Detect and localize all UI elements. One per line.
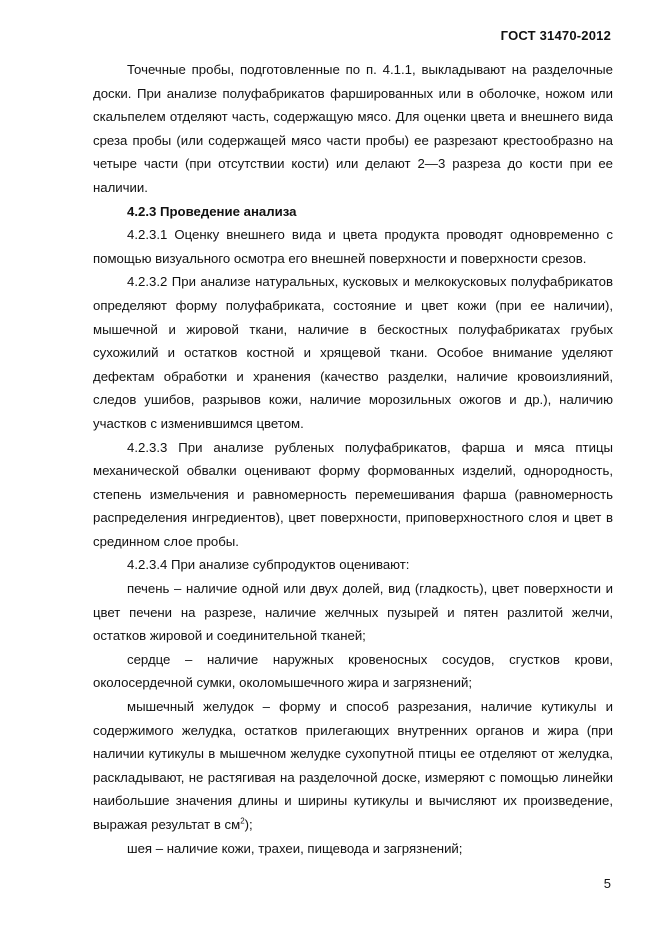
document-body (93, 58, 613, 860)
paragraph-neck: шея – наличие кожи, трахеи, пищевода и загрязнений; (127, 840, 463, 856)
gizzard-text: мышечный желудок – форму и способ разрезания, наличие кутикулы и содержимого желудка, остатков прилегающих внутренних органов и жира (при наличии кутикулы в мышечном желудке сухопутной птицы ее отделяют от желудка, раскладывают, не растягивая на разделочной доске, измеряют с помощью линейки наибольшие значения длины и ширины кутикулы и вычисляют их произведение, выражая результат в см (93, 699, 613, 832)
document-code-header: ГОСТ 31470-2012 (500, 28, 611, 43)
paragraph-4-2-3-3: 4.2.3.3 При анализе рубленых полуфабрикатов, фарша и мяса птицы механической обвалки оценивают форму формованных изделий, однородность, степень измельчения и равномерность перемешивания фарша (равномерность распределения ингредиентов), цвет поверхности, приповерхностного слоя и цвет в срединном слое пробы. (93, 439, 613, 549)
paragraph-4-2-3-2: 4.2.3.2 При анализе натуральных, кусковых и мелкокусковых полуфабрикатов определяют форму полуфабриката, состояние и цвет кожи (при ее наличии), мышечной и жировой ткани, наличие в бескостных полуфабрикатах грубых сухожилий и остатков костной и хрящевой ткани. Особое внимание уделяют дефектам обработки и хранения (качество разделки, наличие кровоизлияний, следов ушибов, разрывов кожи, наличие морозильных ожогов и др.), наличию участков с изменившимся цветом. (93, 274, 613, 431)
paragraph-gizzard (93, 695, 613, 837)
paragraph-4-2-3-1: 4.2.3.1 Оценку внешнего вида и цвета продукта проводят одновременно с помощью визуального осмотра его внешней поверхности и поверхности срезов. (93, 227, 613, 266)
page-number: 5 (603, 876, 611, 891)
paragraph-liver: печень – наличие одной или двух долей, вид (гладкость), цвет поверхности и цвет печени на разрезе, наличие желчных пузырей и пятен разлитой желчи, остатков жировой и соединительной тканей; (93, 581, 613, 644)
paragraph-4-2-3-4: 4.2.3.4 При анализе субпродуктов оценивают: (127, 557, 410, 573)
paragraph-heart: сердце – наличие наружных кровеносных сосудов, сгустков крови, околосердечной сумки, околомышечного жира и загрязнений; (93, 651, 613, 691)
gizzard-text-tail: ); (244, 817, 253, 832)
paragraph-sample-preparation: Точечные пробы, подготовленные по п. 4.1.1, выкладывают на разделочные доски. При анализе полуфабрикатов фаршированных или в оболочке, ножом или скальпелем отделяют часть, содержащую мясо. Для оценки цвета и внешнего вида среза пробы (или содержащей мясо части пробы) ее разрезают крестообразно на четыре части (при отсутствии кости) или делают 2—3 разреза до кости при ее наличии. (93, 62, 613, 195)
superscript-two: 2 (240, 816, 245, 826)
section-heading-analysis: 4.2.3 Проведение анализа (127, 203, 297, 219)
